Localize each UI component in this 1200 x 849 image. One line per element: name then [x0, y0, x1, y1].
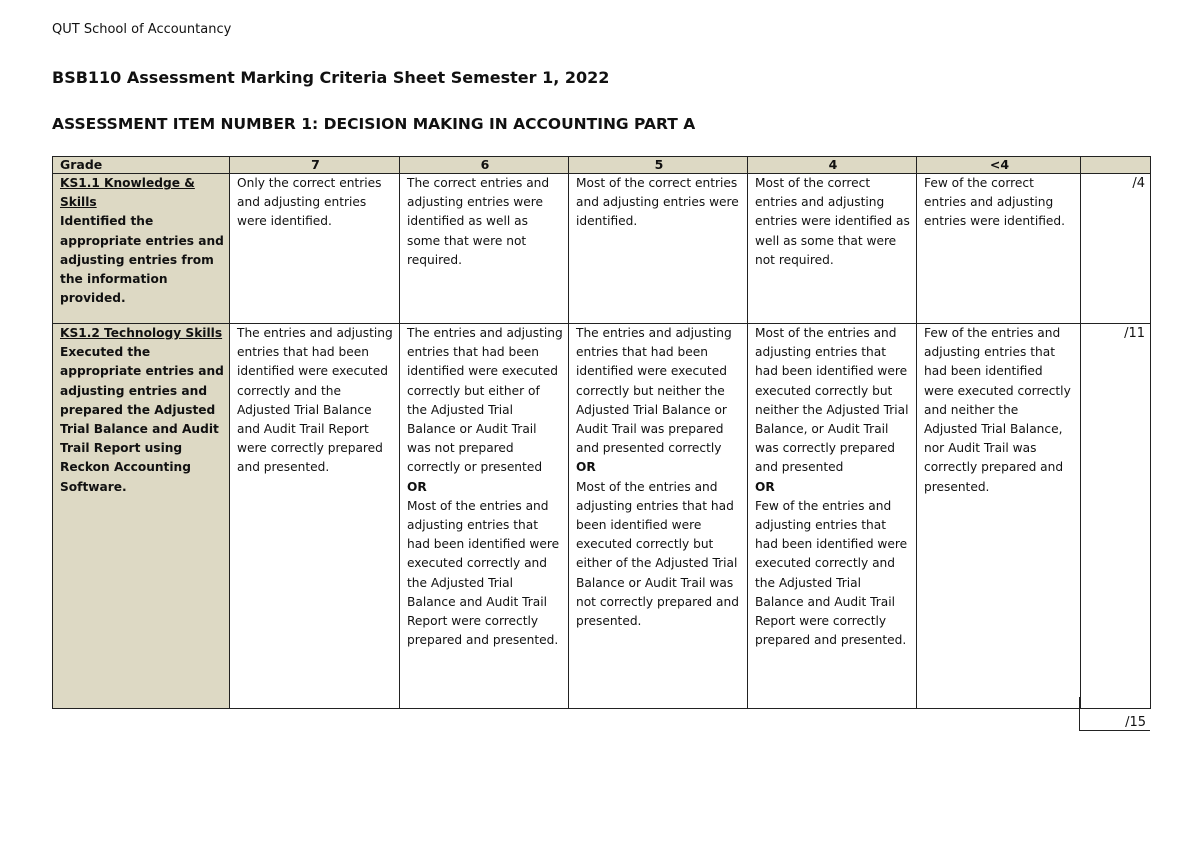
assessment-item-heading: ASSESSMENT ITEM NUMBER 1: DECISION MAKING IN ACCOUNTING PART A — [52, 115, 696, 133]
descriptor-text: Most of the correct entries and adjusting entries were identified as well as some that were not required. — [755, 176, 910, 267]
table-row — [53, 324, 1151, 709]
header-grade-5: 5 — [569, 157, 748, 174]
criterion-cell — [53, 174, 230, 324]
criterion-score: /11 — [1081, 324, 1151, 709]
descriptor-text: The correct entries and adjusting entries were identified as well as some that were not required. — [407, 176, 550, 267]
descriptor-text: Most of the entries and adjusting entries that had been identified were executed correctly and the Adjusted Trial Balance and Audit Trail Report were correctly prepared and presented. — [407, 498, 560, 648]
table-row — [53, 174, 1151, 324]
descriptor-text: Most of the entries and adjusting entries that had been identified were executed correctly but either of the Adjusted Trial Balance or Audit Trail was not correctly prepared and presented. — [576, 479, 739, 629]
grade-descriptor-cell — [748, 324, 917, 709]
header-grade-7: 7 — [230, 157, 400, 174]
criterion-description: Identified the appropriate entries and adjusting entries from the information provided. — [60, 214, 224, 306]
criterion-title: KS1.2 Technology Skills — [60, 326, 223, 340]
descriptor-text: The entries and adjusting entries that had been identified were executed correctly but either of the Adjusted Trial Balance or Audit Trail was not prepared correctly or presented — [407, 326, 563, 475]
grade-descriptor-cell — [917, 174, 1081, 324]
total-score-box — [1079, 697, 1150, 731]
grade-descriptor-cell — [569, 324, 748, 709]
school-name: QUT School of Accountancy — [52, 22, 232, 37]
header-grade-4: 4 — [748, 157, 917, 174]
grade-descriptor-cell — [400, 324, 569, 709]
criterion-title: KS1.1 Knowledge & Skills — [60, 176, 195, 210]
or-separator: OR — [407, 479, 427, 494]
descriptor-text: Most of the entries and adjusting entries that had been identified were executed correctly but neither the Adjusted Trial Balance, or Audit Trail was correctly prepared and presented — [755, 326, 909, 475]
or-separator: OR — [755, 479, 775, 494]
grade-descriptor-cell — [748, 174, 917, 324]
header-grade-below-4: <4 — [917, 157, 1081, 174]
grade-descriptor-cell — [230, 174, 400, 324]
descriptor-text: The entries and adjusting entries that had been identified were executed correctly and the Adjusted Trial Balance and Audit Trail Report were correctly prepared and presented. — [237, 326, 393, 475]
descriptor-text: Few of the entries and adjusting entries that had been identified were executed correctly and neither the Adjusted Trial Balance, nor Audit Trail was correctly prepared and presented. — [924, 326, 1071, 494]
criterion-cell — [53, 324, 230, 709]
total-score: /15 — [1125, 715, 1146, 730]
header-score — [1081, 157, 1151, 174]
document-title: BSB110 Assessment Marking Criteria Sheet Semester 1, 2022 — [52, 68, 610, 87]
grade-descriptor-cell — [400, 174, 569, 324]
grade-descriptor-cell — [569, 174, 748, 324]
descriptor-text: Only the correct entries and adjusting entries were identified. — [237, 176, 382, 229]
grade-descriptor-cell — [230, 324, 400, 709]
table-header-row — [53, 157, 1151, 174]
header-grade: Grade — [53, 157, 230, 174]
descriptor-text: The entries and adjusting entries that had been identified were executed correctly but neither the Adjusted Trial Balance or Audit Trail was prepared and presented correctly — [576, 326, 732, 456]
header-grade-6: 6 — [400, 157, 569, 174]
or-separator: OR — [576, 460, 596, 475]
descriptor-text: Few of the correct entries and adjusting entries were identified. — [924, 176, 1065, 229]
criterion-description: Executed the appropriate entries and adjusting entries and prepared the Adjusted Trial Balance and Audit Trail Report using Reckon Accounting Software. — [60, 345, 224, 494]
criterion-score: /4 — [1081, 174, 1151, 324]
marking-criteria-table — [52, 156, 1151, 709]
grade-descriptor-cell — [917, 324, 1081, 709]
descriptor-text: Most of the correct entries and adjusting entries were identified. — [576, 176, 739, 229]
descriptor-text: Few of the entries and adjusting entries that had been identified were executed correctly and the Adjusted Trial Balance and Audit Trail Report were correctly prepared and presented. — [755, 498, 908, 648]
